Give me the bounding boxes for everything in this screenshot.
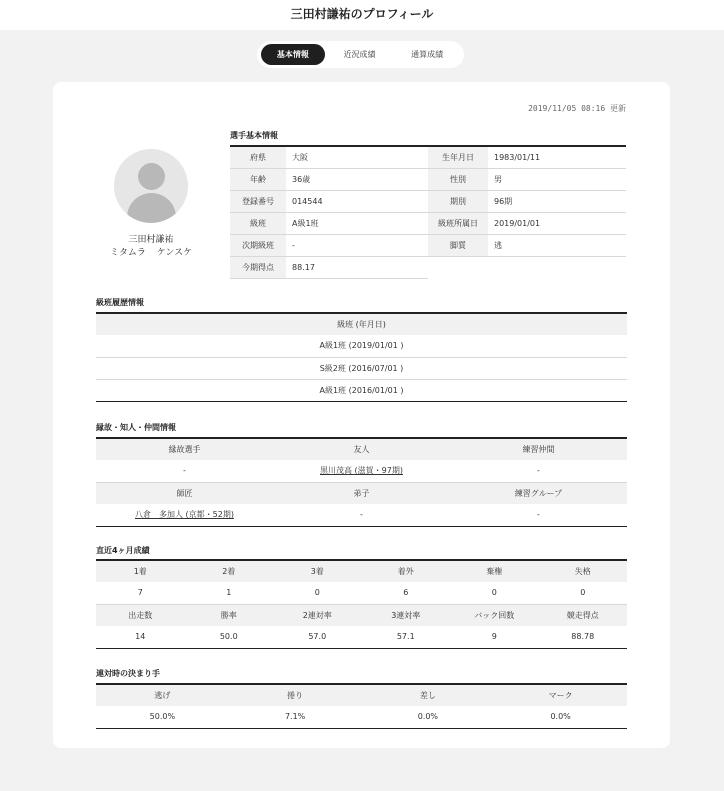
table-row xyxy=(230,212,626,234)
column-header: 着外 xyxy=(362,560,451,582)
class-history-title: 級班履歴情報 xyxy=(96,298,144,307)
column-header: 失格 xyxy=(539,560,628,582)
page-title: 三田村謙祐のプロフィール xyxy=(290,7,434,21)
table-cell: 0 xyxy=(539,582,628,604)
column-header: 2着 xyxy=(185,560,274,582)
updated-timestamp: 2019/11/05 08:16 更新 xyxy=(528,104,626,113)
column-header: 縁故選手 xyxy=(96,438,273,460)
value-next-class: - xyxy=(286,234,428,256)
table-row xyxy=(96,626,627,648)
value-class-date: 2019/01/01 xyxy=(488,212,626,234)
table-cell: 50.0 xyxy=(185,626,274,648)
table-cell: S級2班 (2016/07/01 ) xyxy=(96,357,627,379)
column-header: 3着 xyxy=(273,560,362,582)
label-class-date: 級班所属日 xyxy=(428,212,488,234)
column-header: 練習仲間 xyxy=(450,438,627,460)
table-cell: A級1班 (2016/01/01 ) xyxy=(96,379,627,401)
table-row xyxy=(96,504,627,526)
profile-card xyxy=(53,82,670,748)
table-cell: 57.1 xyxy=(362,626,451,648)
column-header: 2連対率 xyxy=(273,604,362,626)
table-row xyxy=(230,168,626,190)
table-cell: - xyxy=(450,504,627,526)
column-header: 捲り xyxy=(229,684,362,706)
value-class: A級1班 xyxy=(286,212,428,234)
column-header: 勝率 xyxy=(185,604,274,626)
value-term: 96期 xyxy=(488,190,626,212)
avatar xyxy=(114,149,188,223)
table-cell: 9 xyxy=(450,626,539,648)
table-row xyxy=(230,234,626,256)
table-header-row xyxy=(96,313,627,335)
tab-recent-results[interactable]: 近況成績 xyxy=(343,50,376,59)
label-birthdate: 生年月日 xyxy=(428,146,488,168)
table-row xyxy=(96,460,627,482)
basic-info-table xyxy=(230,145,626,279)
table-cell: 14 xyxy=(96,626,185,648)
table-cell: 0 xyxy=(273,582,362,604)
column-header: 出走数 xyxy=(96,604,185,626)
label-gender: 性別 xyxy=(428,168,488,190)
column-header: 3連対率 xyxy=(362,604,451,626)
label-registration-number: 登録番号 xyxy=(230,190,286,212)
table-cell: 57.0 xyxy=(273,626,362,648)
table-row xyxy=(96,335,627,357)
table-cell: 0.0% xyxy=(494,706,627,728)
column-header: 級班 (年月日) xyxy=(96,313,627,335)
table-row xyxy=(230,190,626,212)
table-row xyxy=(96,379,627,401)
column-header: 弟子 xyxy=(273,482,450,504)
table-header-row xyxy=(96,604,627,626)
avatar-body-icon xyxy=(127,193,176,223)
column-header: 逃げ xyxy=(96,684,229,706)
relations-title: 縁故・知人・仲間情報 xyxy=(96,423,176,432)
tab-basic-info[interactable]: 基本情報 xyxy=(261,44,325,65)
table-cell: - xyxy=(273,504,450,526)
table-cell xyxy=(96,504,273,526)
label-class: 級班 xyxy=(230,212,286,234)
table-cell: 88.78 xyxy=(539,626,628,648)
value-birthdate: 1983/01/11 xyxy=(488,146,626,168)
value-registration-number: 014544 xyxy=(286,190,428,212)
tab-bar xyxy=(257,41,464,68)
column-header: 競走得点 xyxy=(539,604,628,626)
column-header: 師匠 xyxy=(96,482,273,504)
table-row xyxy=(230,146,626,168)
tab-career-results[interactable]: 通算成績 xyxy=(411,50,444,59)
table-cell: 6 xyxy=(362,582,451,604)
table-cell xyxy=(273,460,450,482)
recent-results-table xyxy=(96,559,627,649)
column-header: 友人 xyxy=(273,438,450,460)
column-header: 練習グループ xyxy=(450,482,627,504)
table-header-row xyxy=(96,438,627,460)
column-header: マーク xyxy=(494,684,627,706)
label-prefecture: 府県 xyxy=(230,146,286,168)
table-cell: - xyxy=(96,460,273,482)
avatar-head-icon xyxy=(138,163,165,190)
value-racing-style: 逃 xyxy=(488,234,626,256)
label-racing-style: 脚質 xyxy=(428,234,488,256)
friend-link[interactable]: 黒川茂高 (滋賀・97期) xyxy=(320,466,403,476)
table-cell: 0.0% xyxy=(362,706,495,728)
label-next-class: 次期級班 xyxy=(230,234,286,256)
label-age: 年齢 xyxy=(230,168,286,190)
table-row xyxy=(96,357,627,379)
column-header: 差し xyxy=(362,684,495,706)
recent-results-title: 直近4ヶ月成績 xyxy=(96,546,150,555)
value-age: 36歳 xyxy=(286,168,428,190)
table-row xyxy=(96,706,627,728)
table-row xyxy=(96,582,627,604)
header-bar xyxy=(0,0,724,30)
winning-moves-table xyxy=(96,683,627,729)
player-kana: ミタムラ ケンスケ xyxy=(109,248,193,258)
label-term: 期別 xyxy=(428,190,488,212)
table-header-row xyxy=(96,560,627,582)
basic-info-title: 選手基本情報 xyxy=(230,131,278,140)
column-header: 棄権 xyxy=(450,560,539,582)
empty-cell xyxy=(428,256,626,278)
table-cell: 7.1% xyxy=(229,706,362,728)
value-gender: 男 xyxy=(488,168,626,190)
table-cell: 1 xyxy=(185,582,274,604)
table-row xyxy=(230,256,626,278)
class-history-table xyxy=(96,312,627,402)
master-link[interactable]: 八倉 多加人 (京都・52期) xyxy=(135,510,234,520)
table-header-row xyxy=(96,482,627,504)
table-cell: 0 xyxy=(450,582,539,604)
winning-moves-title: 連対時の決まり手 xyxy=(96,669,160,678)
column-header: バック回数 xyxy=(450,604,539,626)
label-current-score: 今期得点 xyxy=(230,256,286,278)
table-cell: A級1班 (2019/01/01 ) xyxy=(96,335,627,357)
relations-table xyxy=(96,437,627,527)
table-cell: - xyxy=(450,460,627,482)
value-prefecture: 大阪 xyxy=(286,146,428,168)
table-header-row xyxy=(96,684,627,706)
table-cell: 50.0% xyxy=(96,706,229,728)
column-header: 1着 xyxy=(96,560,185,582)
value-current-score: 88.17 xyxy=(286,256,428,278)
player-name: 三田村謙祐 xyxy=(128,235,174,245)
table-cell: 7 xyxy=(96,582,185,604)
